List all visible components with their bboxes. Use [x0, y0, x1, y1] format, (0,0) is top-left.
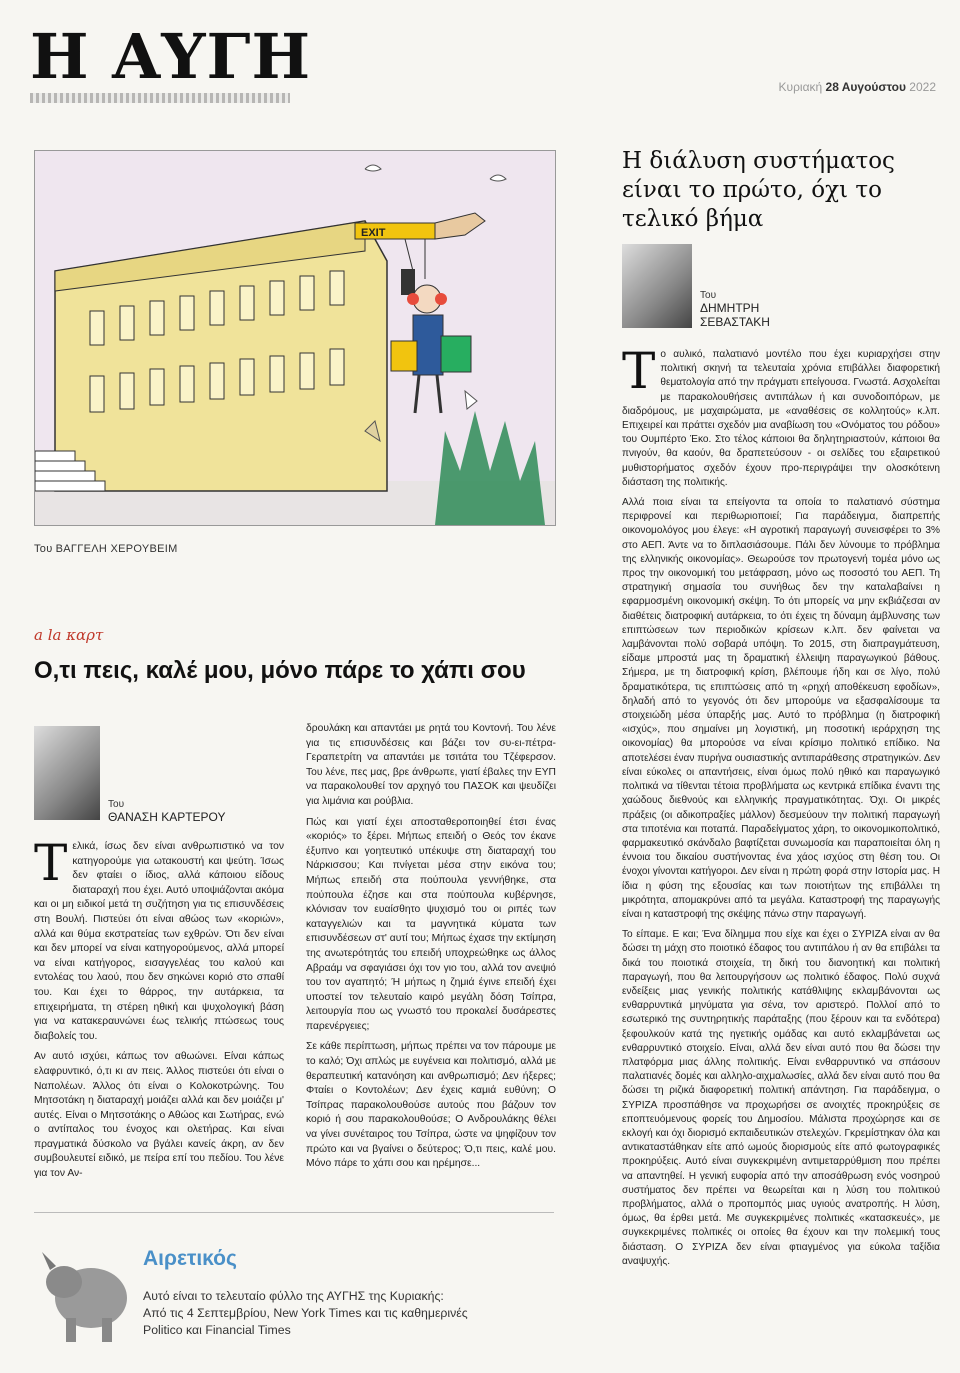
promo-line: Αυτό είναι το τελευταίο φύλλο της ΑΥΓΗΣ της Κυριακής: [143, 1289, 444, 1303]
promo-title: Αιρετικός [143, 1247, 237, 1270]
masthead: Η ΑΥΓΗ [30, 20, 312, 93]
cartoon-credit-name: ΒΑΓΓΕΛΗ ΧΕΡΟΥΒΕΙΜ [55, 543, 178, 555]
paragraph: Το είπαμε. Ε και; Ένα δίλημμα που είχε και έχει ο ΣΥΡΙΖΑ είναι αν θα δώσει τη μάχη στο ποιοτικό έδαφος του αντιπάλου ή αν θα επιβάλει τα δικά του ποιοτικά στοιχεία, τη δική του διανοητική και πολιτική παραγωγή, που θα λειτουργήσουν ως πολιτικό έδαφος. Πολύ συχνά ενδείξεις μιας γενικής πολιτικής κατάθλιψης εκλαμβάνονται ως ενθαρρυντικά μηνύματα για σένα, τον αριστερό. Πολλοί από το εσωτερικό της συντηρητικής παράταξης (που ξέρουν και τα ενδότερα) ξεφουλκούν κατά της ηγετικής ομάδας και αυτό εκλαμβάνεται ως ενθαρρυντικό στοιχείο. Είναι, αλλά δεν είναι αυτό που θα δώσει την πλατφόρμα μιας άλλης πολιτικής. Είναι ενθαρρυντικό να σπάσουν παλατιανές δομές και αλληλο-αιχμαλωσίες, αλλά δεν είναι αυτό που θα δώσει τη ριζικά διαφορετική πολιτική απάντηση. Για παράδειγμα, ο ΣΥΡΙΖΑ προσπάθησε να προχωρήσει σε ανοιχτές προκηρύξεις σε εποπτευόμενους φορείς του Δημοσίου. Μάλιστα προχώρησε και σε εκλογή και όχι διορισμό εκπαιδευτικών στελεχών. Γκρεμίστηκαν όλα και αντικαταστάθηκαν είτε από ωμούς διορισμούς είτε από φωτογραφικές προκηρύξεις. Αυτό είναι συγκεκριμένη αντιμεταρρύθμιση που πρέπει να απαντηθεί. Η γενική ευφορία από την αποσάθρωση ενός νοσηρού συστήματος δεν πρέπει να θεωρείται και η λύση του πολιτικού προβλήματος, αλλά ο προπομπός μιας υγιούς ανατροπής. Η λύση, όμως, θα έρθει μετά. Με συγκεκριμένες πολιτικές «κατασκευές», με συγκεκριμένες πολιτικές οι οποίες θα έχουν και την πολεμική τους διάσταση. Ο ΣΥΡΙΖΑ δεν είναι φτιαγμένος για εύκολα ταξίδια αναψυχής. [622, 929, 940, 1267]
cartoon-exit-sign: EXIT [361, 227, 386, 239]
masthead-strip [30, 93, 290, 103]
paragraph: ελικά, ίσως δεν είναι ανθρωπιστικό να τον κατηγορούμε για ωτακουστή και ψεύτη. Ίσως δεν φταίει ο ίδιος, αλλά κάποιου είδους διαταραχή που έχει. Αυτό υποψιάζονται ακόμα και οι μη ειδικοί μετά τη συζήτηση για τις επισυνδέσεις στη Βουλή. Πιστεύει ότι είναι αθώος των «κοριών», αλλά και θύμα εκστρατείας των εχθρών. Ότι δεν είναι και δεν μπορεί να είναι κατηγορούμενος, αλλά μπορεί να είναι κατήγορος, εισαγγελέας του καλού και εντολέας του λαού, που δεν σηκώνει κοριό στο σπαθί του. Και έχει το θάρρος, την αυτάρκεια, τα επιχειρήματα, τη στέρεη ηθική και ψυχολογική βάση για να κατακεραυνώνει έως τελικής πτώσεως τους διαβολείς του. [34, 841, 284, 1042]
cartoon-credit-prefix: Του [34, 543, 53, 555]
promo-line: Από τις 4 Σεπτεμβρίου, New York Times και τις καθημερινές [143, 1306, 468, 1320]
dropcap: Τ [622, 348, 656, 400]
author-prefix: Του [700, 290, 717, 301]
cartoon-illustration [34, 150, 556, 526]
author-photo [34, 726, 100, 820]
divider [34, 1212, 554, 1213]
right-headline: Η διάλυση συστήματος είναι το πρώτο, όχι το τελικό βήμα [622, 148, 895, 232]
paragraph: Αλλά ποια είναι τα επείγοντα τα οποία το παλατιανό σύστημα περιφρονεί και περιθωριοποιεί; Για παράδειγμα, διαπρεπής οικονομολόγος μου έλεγε: «Η αγροτική παραγωγή συνεισφέρει το 3% στο ΑΕΠ. Άντε να το διπλασιάσουμε. Πάλι δεν λύνουμε το πρόβλημα της ελληνικής οικονομίας». Θεωρούσε τον πρωτογενή τομέα μόνο ως προς την οικονομική του μετάφραση, μόνο ως ποσοστό του ΑΕΠ. Τη στρατηγική σημασία του συνήθως δεν την καταλαβαίνει η εφαρμοσμένη οικονομική σκέψη. Το ότι μπορείς να μην εκβιάζεσαι αν διαθέτεις διατροφική αυτάρκεια, το ότι έχεις τη δύναμη άμβλυνσης των επιπτώσεων των περιοδικών κρίσεων κ.λπ. δεν φαίνεται να λαμβάνονται πολύ σοβαρά υπόψη. Το 2015, στη διαπραγμάτευση, είδαμε μπροστά μας τη δραματική έλλειψη παραγωγικού βάθους. Σήμερα, με τη διατροφική κρίση, βλέπουμε ήδη και σε λίγο, πολύ δραματικότερα, τις επιπτώσεις από τη «ρηχή αποθέκευση εφοδίων», δηλαδή από το γεγονός ότι δεν μπορούμε να εξασφαλίσουμε τα στοιχειώδη μέσα ύπαρξής μας. Αυτό το πρόβλημα (η διατροφική «ισχύς», που σημαίνει μη λογιστική, μη ποσοτική ιεράρχηση της οικονομίας) θα μπορούσε να είναι κρίσιμο πολιτικό επίδικο. Να αποτελέσει έναν πυρήνα ουσιαστικής αντιπαράθεσης στρατηγικών. Δεν είναι εύκολες οι απαντήσεις, είναι όμως πολύ ηθικό και παραγωγικό πολιτικά να τίθενται τέτοια προβλήματα ως κεντρικά επίδικα έναντι της χαώδους διεθνούς και ελληνικής πραγματικότητας. Όχι. Οι μικρές πράξεις (οι αδικοπραξίες μάλλον) δεσμεύουν την πολιτική παραγωγή στα τιποτένια και ποταπά. Παραδείγματος χάρη, το οικονομικοπολιτικό, φαρμακευτικό σκάνδαλο βαφτίζεται συνωμοσία και παραποιείται όλη η έννοια του δικαίου συστήνοντας ένα χάος ισχύος στη θέση του. Οι ένοχοι γίνονται κατήγοροι. Δεν είναι η πρώτη φορά στην Ιστορία μας. Η ίδια η φύση της εξουσίας και των ποιοτήτων της επιβάλλει τη μικρότητα, απομακρύνει από τα μεγάλα. Καταστροφή της παραγωγής είναι η καταστροφή της σκέψης πάνω στην παραγωγή. [622, 497, 940, 920]
date-year: 2022 [909, 80, 936, 94]
dropcap: Τ [34, 840, 68, 892]
section-kicker: a la καρτ [34, 626, 104, 644]
author-name: ΘΑΝΑΣΗ ΚΑΡΤΕΡΟΥ [108, 810, 226, 824]
rhino-icon [36, 1240, 136, 1350]
issue-date [779, 80, 936, 94]
paragraph: Πώς και γιατί έχει αποσταθεροποιηθεί έτσι ένας «κοριός» το ξέρει. Μήπως επειδή ο Θεός τον έκανε έξυπνο και γοητευτικό υπέκυψε στη διαταραχή του Νάρκισσου; Και πνίγεται μέσα στην εικόνα του; Μήπως επειδή στα πούπουλα γεννήθηκε, στα πούπουλα έζησε και στα πούπουλα κυβέρνησε, κλόνισαν τον ευαίσθητο ψυχισμό του οι ριπές των καταγγελιών και τα μαγνητικά κύματα των επισυνδέσεων στ' αυτί του; Μήπως έχασε την εκτίμηση της ανωτερότητάς του επειδή υποχρεώθηκε ως άλλος Αβραάμ να σφαγιάσει όχι τον γιο του, αλλά τον ανεψιό του τον αγαπητό; Ή μήπως η ζημιά έγινε επειδή έχει υποστεί τον τελευταίο καιρό μεγάλη δόση Τσίπρα, λειτουργία που ως γνωστό του προκαλεί δυσάρεστες παρενέργειες; [306, 816, 556, 1032]
right-article-body [622, 348, 940, 1358]
date-day: Κυριακή [778, 80, 823, 94]
date-date: 28 Αυγούστου [825, 80, 906, 94]
paragraph: Αν αυτό ισχύει, κάπως τον αθωώνει. Είναι κάπως ελαφρυντικό, ό,τι κι αν πεις. Άλλος πιστεύει ότι είναι ο Ναπολέων. Άλλος ότι είναι ο Κολοκοτρώνης. Του Μητσοτάκη η διαταραχή μοιάζει αλλά και δεν μοιάζει μ' αυτές. Είναι ο Μητσοτάκης ο Αθώος και Σωτήρας, ενώ ο αντίπαλος του ένοχος και ολετήρας. Και είναι πραγματικά δύσκολο να βγάλει κανείς άκρη, αν δεν συμβουλευτεί ειδικό, με πείρα επί του πεδίου. Του λένε για τον Αν- [34, 1051, 284, 1180]
left-article-column-2 [306, 722, 556, 1198]
author-name [700, 301, 770, 330]
promo-text [143, 1288, 563, 1339]
paragraph: δρουλάκη και απαντάει με ρητά του Κοντονή. Του λένε για τις επισυνδέσεις και βάζει τον συ-ει-πέτρα-Γεραπετρίτη να απαντάει με τσιτάτα του Τζέφερσον. Του λένε, πες μας, βρε άνθρωπε, γιατί έβαλες την ΕΥΠ να παρακολουθεί τον αρχηγό του ΠΑΣΟΚ και ψευδίζει για λιμάνια και ρούβλια. [306, 723, 556, 807]
paragraph: ο αυλικό, παλατιανό μοντέλο που έχει κυριαρχήσει στην πολιτική σκηνή τα τελευταία χρόνια επιβάλλει διαφορετική θεματολογία από την πράγματι επείγουσα. Γνωστά. Ασχολείται με παρακολουθήσεις αντιπάλων ή και συνοδοιπόρων, με διαδρόμους, με μαχαιρώματα, με «αναθέσεις σε κολλητούς» κ.λπ. Επιχειρεί και πράττει σχεδόν μια αναβίωση του «Ονόματος του ρόδου» του Ουμπέρτο Έκο. Στο τέλος κάποιοι θα δηλητηριαστούν, κάποιοι θα πνιγούν, θα καούν, θα δραπετεύσουν - οι σελίδες του εξαιρετικού μυθιστορήματος σχεδόν έχουν προ-περιγράψει την ολοσκότεινη διάσταση της πολιτικής. [622, 349, 940, 488]
cartoon-drawing [35, 151, 555, 525]
author-photo [622, 244, 692, 328]
author-name-line: ΣΕΒΑΣΤΑΚΗ [700, 315, 770, 330]
left-article-column-1 [34, 840, 284, 1200]
cartoon-credit [34, 543, 178, 555]
left-headline: Ο,τι πεις, καλέ μου, μόνο πάρε το χάπι σου [34, 657, 526, 684]
paragraph: Σε κάθε περίπτωση, μήπως πρέπει να τον πάρουμε με το καλό; Όχι απλώς με ευγένεια και πολιτισμό, αλλά με θεραπευτική κατανόηση και ανθρωπισμό; Δεν ήξερες; Φταίει ο Κοντολέων; Δεν έχεις καμιά ευθύνη; Ο Τσίπρας παρακολουθούσε αυτούς που βάζουν τον κοριό ή σου παρακολουθούσε; Ο Ανδρουλάκης θέλει να γίνει συνέταιρος του Τσίπρα, ώστε να ψηφίζουν τον πρώτο και να βγαίνει ο δεύτερος; Ό,τι πεις, καλέ μου. Μόνο πάρε το χάπι σου και ηρέμησε... [306, 1041, 556, 1170]
promo-line: Politico και Financial Times [143, 1323, 291, 1337]
author-prefix: Του [108, 799, 125, 810]
author-name-line: ΔΗΜΗΤΡΗ [700, 301, 760, 315]
